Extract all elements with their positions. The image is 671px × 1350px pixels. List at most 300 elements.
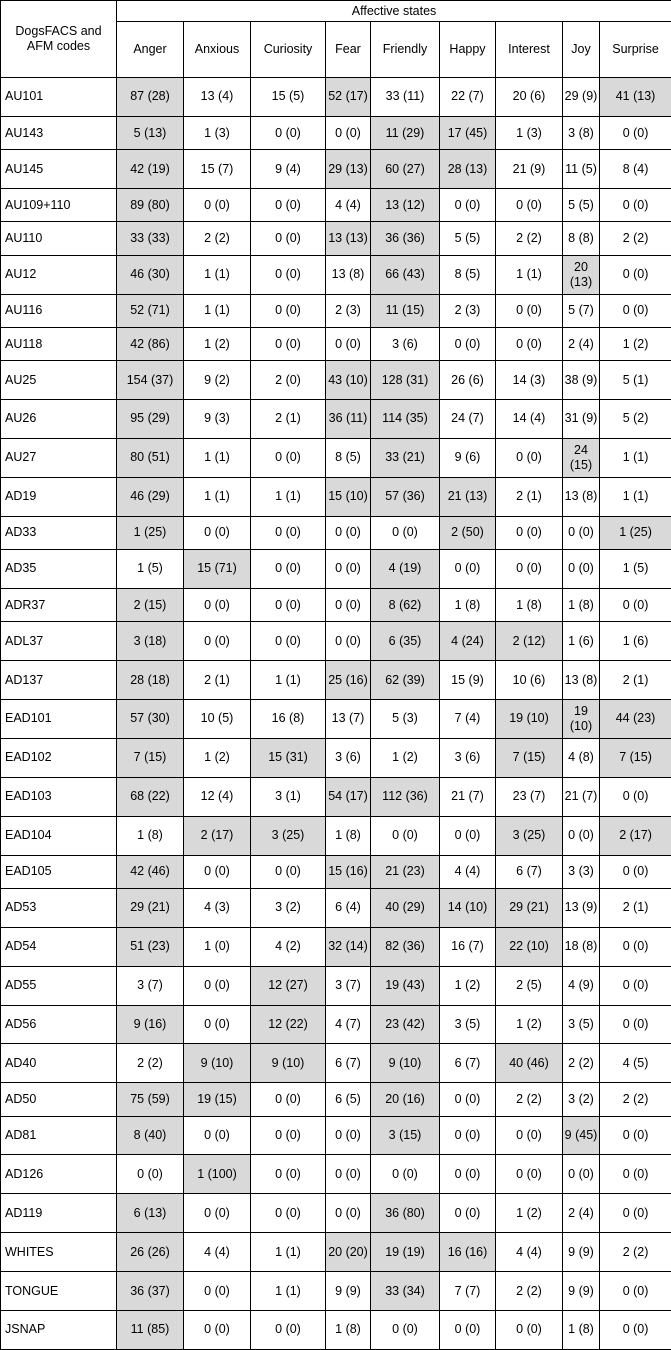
value-cell: 1 (8) (326, 1311, 371, 1350)
value-cell: 0 (0) (440, 1083, 496, 1116)
code-cell: AU116 (1, 294, 117, 327)
value-cell: 9 (16) (117, 1005, 184, 1044)
value-cell: 21 (7) (563, 777, 600, 816)
code-cell: AD33 (1, 516, 117, 549)
value-cell: 4 (5) (600, 1044, 671, 1083)
value-cell: 1 (2) (496, 1005, 563, 1044)
code-cell: AU27 (1, 438, 117, 477)
value-cell: 2 (3) (440, 294, 496, 327)
value-cell: 42 (46) (117, 855, 184, 888)
value-cell: 8 (62) (371, 588, 440, 621)
code-cell: AU12 (1, 255, 117, 294)
value-cell: 0 (0) (117, 1155, 184, 1194)
value-cell: 2 (50) (440, 516, 496, 549)
value-cell: 6 (13) (117, 1194, 184, 1233)
value-cell: 4 (2) (251, 927, 326, 966)
value-cell: 12 (27) (251, 966, 326, 1005)
table-row (1, 738, 671, 777)
value-cell: 15 (71) (184, 550, 251, 589)
code-cell: AU118 (1, 327, 117, 360)
state-header-interest: Interest (496, 22, 563, 78)
value-cell: 3 (3) (563, 855, 600, 888)
value-cell: 0 (0) (326, 516, 371, 549)
value-cell: 0 (0) (496, 327, 563, 360)
value-cell: 7 (4) (440, 699, 496, 738)
value-cell: 1 (1) (184, 255, 251, 294)
value-cell: 11 (15) (371, 294, 440, 327)
value-cell: 75 (59) (117, 1083, 184, 1116)
value-cell: 0 (0) (184, 588, 251, 621)
value-cell: 0 (0) (440, 816, 496, 855)
value-cell: 15 (5) (251, 78, 326, 117)
value-cell: 5 (3) (371, 699, 440, 738)
value-cell: 54 (17) (326, 777, 371, 816)
value-cell: 0 (0) (251, 327, 326, 360)
value-cell: 2 (2) (496, 222, 563, 255)
code-cell: ADL37 (1, 622, 117, 661)
value-cell: 0 (0) (251, 516, 326, 549)
value-cell: 5 (13) (117, 116, 184, 149)
value-cell: 2 (12) (496, 622, 563, 661)
value-cell: 1 (2) (184, 327, 251, 360)
value-cell: 15 (16) (326, 855, 371, 888)
value-cell: 1 (8) (117, 816, 184, 855)
value-cell: 2 (15) (117, 588, 184, 621)
value-cell: 1 (2) (600, 327, 671, 360)
value-cell: 9 (2) (184, 361, 251, 400)
value-cell: 0 (0) (496, 294, 563, 327)
value-cell: 4 (4) (326, 189, 371, 222)
table-row (1, 1233, 671, 1272)
value-cell: 26 (26) (117, 1233, 184, 1272)
value-cell: 60 (27) (371, 150, 440, 189)
code-cell: EAD101 (1, 699, 117, 738)
value-cell: 23 (7) (496, 777, 563, 816)
value-cell: 3 (25) (251, 816, 326, 855)
value-cell: 1 (6) (600, 622, 671, 661)
value-cell: 52 (71) (117, 294, 184, 327)
code-cell: ADR37 (1, 588, 117, 621)
value-cell: 13 (4) (184, 78, 251, 117)
value-cell: 4 (19) (371, 550, 440, 589)
value-cell: 1 (3) (184, 116, 251, 149)
value-cell: 0 (0) (600, 777, 671, 816)
value-cell: 13 (8) (563, 661, 600, 700)
value-cell: 36 (11) (326, 400, 371, 439)
value-cell: 29 (21) (496, 888, 563, 927)
value-cell: 29 (9) (563, 78, 600, 117)
value-cell: 0 (0) (496, 189, 563, 222)
value-cell: 3 (18) (117, 622, 184, 661)
value-cell: 3 (7) (326, 966, 371, 1005)
value-cell: 0 (0) (371, 1311, 440, 1350)
value-cell: 3 (7) (117, 966, 184, 1005)
value-cell: 5 (5) (440, 222, 496, 255)
value-cell: 0 (0) (496, 1116, 563, 1155)
value-cell: 0 (0) (251, 550, 326, 589)
value-cell: 0 (0) (371, 1155, 440, 1194)
value-cell: 33 (33) (117, 222, 184, 255)
value-cell: 42 (19) (117, 150, 184, 189)
value-cell: 0 (0) (440, 1116, 496, 1155)
value-cell: 28 (18) (117, 661, 184, 700)
value-cell: 13 (7) (326, 699, 371, 738)
value-cell: 3 (5) (563, 1005, 600, 1044)
value-cell: 1 (1) (251, 1233, 326, 1272)
value-cell: 19 (19) (371, 1233, 440, 1272)
code-cell: JSNAP (1, 1311, 117, 1350)
state-header-surprise: Surprise (600, 22, 671, 78)
value-cell: 3 (2) (251, 888, 326, 927)
table-row (1, 222, 671, 255)
value-cell: 36 (37) (117, 1272, 184, 1311)
value-cell: 9 (6) (440, 438, 496, 477)
value-cell: 25 (16) (326, 661, 371, 700)
value-cell: 0 (0) (184, 966, 251, 1005)
value-cell: 0 (0) (251, 588, 326, 621)
value-cell: 31 (9) (563, 400, 600, 439)
code-cell: AU25 (1, 361, 117, 400)
value-cell: 4 (4) (496, 1233, 563, 1272)
value-cell: 1 (1) (251, 477, 326, 516)
value-cell: 114 (35) (371, 400, 440, 439)
table-row (1, 927, 671, 966)
code-cell: AD35 (1, 550, 117, 589)
value-cell: 10 (6) (496, 661, 563, 700)
value-cell: 0 (0) (496, 438, 563, 477)
value-cell: 0 (0) (251, 438, 326, 477)
value-cell: 0 (0) (326, 622, 371, 661)
value-cell: 1 (1) (600, 438, 671, 477)
value-cell: 1 (1) (184, 294, 251, 327)
code-cell: AU101 (1, 78, 117, 117)
code-cell: AD55 (1, 966, 117, 1005)
value-cell: 17 (45) (440, 116, 496, 149)
value-cell: 2 (5) (496, 966, 563, 1005)
value-cell: 36 (80) (371, 1194, 440, 1233)
value-cell: 0 (0) (496, 1155, 563, 1194)
value-cell: 7 (15) (496, 738, 563, 777)
value-cell: 2 (1) (184, 661, 251, 700)
table-row (1, 1083, 671, 1116)
table-row (1, 1272, 671, 1311)
value-cell: 4 (3) (184, 888, 251, 927)
table-row (1, 1005, 671, 1044)
table-row (1, 588, 671, 621)
value-cell: 0 (0) (600, 1155, 671, 1194)
value-cell: 0 (0) (371, 816, 440, 855)
value-cell: 2 (17) (184, 816, 251, 855)
value-cell: 6 (4) (326, 888, 371, 927)
value-cell: 11 (5) (563, 150, 600, 189)
table-row (1, 438, 671, 477)
value-cell: 21 (13) (440, 477, 496, 516)
value-cell: 16 (8) (251, 699, 326, 738)
value-cell: 19 (15) (184, 1083, 251, 1116)
table-row (1, 1194, 671, 1233)
value-cell: 33 (21) (371, 438, 440, 477)
value-cell: 1 (8) (563, 588, 600, 621)
value-cell: 0 (0) (251, 116, 326, 149)
value-cell: 2 (0) (251, 361, 326, 400)
value-cell: 0 (0) (600, 855, 671, 888)
code-cell: AU109+110 (1, 189, 117, 222)
table-row (1, 1311, 671, 1350)
value-cell: 57 (36) (371, 477, 440, 516)
value-cell: 16 (16) (440, 1233, 496, 1272)
value-cell: 0 (0) (371, 516, 440, 549)
value-cell: 0 (0) (251, 622, 326, 661)
state-header-anger: Anger (117, 22, 184, 78)
value-cell: 24 (7) (440, 400, 496, 439)
value-cell: 15 (31) (251, 738, 326, 777)
value-cell: 1 (25) (117, 516, 184, 549)
value-cell: 0 (0) (326, 1194, 371, 1233)
value-cell: 42 (86) (117, 327, 184, 360)
value-cell: 0 (0) (563, 1155, 600, 1194)
value-cell: 38 (9) (563, 361, 600, 400)
value-cell: 20 (16) (371, 1083, 440, 1116)
value-cell: 40 (46) (496, 1044, 563, 1083)
value-cell: 0 (0) (600, 189, 671, 222)
value-cell: 2 (2) (117, 1044, 184, 1083)
value-cell: 154 (37) (117, 361, 184, 400)
table-row (1, 816, 671, 855)
value-cell: 0 (0) (326, 1155, 371, 1194)
value-cell: 0 (0) (600, 966, 671, 1005)
value-cell: 0 (0) (600, 1005, 671, 1044)
code-cell: EAD103 (1, 777, 117, 816)
table-header (1, 1, 671, 78)
value-cell: 2 (2) (600, 1233, 671, 1272)
value-cell: 1 (25) (600, 516, 671, 549)
value-cell: 0 (0) (563, 550, 600, 589)
value-cell: 128 (31) (371, 361, 440, 400)
value-cell: 40 (29) (371, 888, 440, 927)
value-cell: 3 (15) (371, 1116, 440, 1155)
code-cell: AU143 (1, 116, 117, 149)
value-cell: 0 (0) (251, 1083, 326, 1116)
value-cell: 2 (3) (326, 294, 371, 327)
value-cell: 1 (5) (600, 550, 671, 589)
value-cell: 3 (6) (371, 327, 440, 360)
value-cell: 5 (7) (563, 294, 600, 327)
value-cell: 2 (4) (563, 1194, 600, 1233)
value-cell: 1 (6) (563, 622, 600, 661)
value-cell: 0 (0) (440, 189, 496, 222)
value-cell: 22 (10) (496, 927, 563, 966)
value-cell: 2 (4) (563, 327, 600, 360)
value-cell: 3 (6) (326, 738, 371, 777)
code-cell: AD54 (1, 927, 117, 966)
value-cell: 1 (2) (184, 738, 251, 777)
value-cell: 11 (85) (117, 1311, 184, 1350)
table-row (1, 189, 671, 222)
value-cell: 9 (9) (326, 1272, 371, 1311)
value-cell: 0 (0) (563, 516, 600, 549)
value-cell: 0 (0) (600, 927, 671, 966)
value-cell: 7 (15) (117, 738, 184, 777)
state-header-happy: Happy (440, 22, 496, 78)
value-cell: 0 (0) (326, 588, 371, 621)
value-cell: 2 (2) (563, 1044, 600, 1083)
value-cell: 8 (40) (117, 1116, 184, 1155)
code-cell: AD119 (1, 1194, 117, 1233)
value-cell: 0 (0) (251, 189, 326, 222)
value-cell: 6 (7) (496, 855, 563, 888)
value-cell: 95 (29) (117, 400, 184, 439)
value-cell: 12 (22) (251, 1005, 326, 1044)
value-cell: 9 (10) (251, 1044, 326, 1083)
value-cell: 1 (2) (496, 1194, 563, 1233)
value-cell: 46 (30) (117, 255, 184, 294)
code-cell: AD50 (1, 1083, 117, 1116)
value-cell: 0 (0) (184, 1116, 251, 1155)
value-cell: 8 (8) (563, 222, 600, 255)
value-cell: 2 (2) (496, 1083, 563, 1116)
value-cell: 1 (8) (496, 588, 563, 621)
value-cell: 0 (0) (184, 622, 251, 661)
code-cell: EAD102 (1, 738, 117, 777)
state-header-fear: Fear (326, 22, 371, 78)
value-cell: 3 (5) (440, 1005, 496, 1044)
value-cell: 9 (9) (563, 1272, 600, 1311)
value-cell: 20 (20) (326, 1233, 371, 1272)
value-cell: 0 (0) (496, 1311, 563, 1350)
value-cell: 1 (5) (117, 550, 184, 589)
value-cell: 20 (6) (496, 78, 563, 117)
value-cell: 0 (0) (251, 1194, 326, 1233)
value-cell: 4 (9) (563, 966, 600, 1005)
code-cell: AU110 (1, 222, 117, 255)
value-cell: 52 (17) (326, 78, 371, 117)
value-cell: 0 (0) (440, 1155, 496, 1194)
value-cell: 7 (15) (600, 738, 671, 777)
table-row (1, 150, 671, 189)
value-cell: 12 (4) (184, 777, 251, 816)
value-cell: 0 (0) (600, 255, 671, 294)
value-cell: 68 (22) (117, 777, 184, 816)
table-row (1, 361, 671, 400)
value-cell: 20 (13) (563, 255, 600, 294)
value-cell: 8 (5) (440, 255, 496, 294)
value-cell: 13 (12) (371, 189, 440, 222)
value-cell: 13 (8) (563, 477, 600, 516)
state-header-curiosity: Curiosity (251, 22, 326, 78)
value-cell: 44 (23) (600, 699, 671, 738)
value-cell: 1 (1) (251, 1272, 326, 1311)
value-cell: 9 (3) (184, 400, 251, 439)
value-cell: 1 (1) (496, 255, 563, 294)
table-row (1, 550, 671, 589)
value-cell: 2 (2) (600, 1083, 671, 1116)
value-cell: 1 (8) (563, 1311, 600, 1350)
code-cell: AD56 (1, 1005, 117, 1044)
value-cell: 0 (0) (600, 1311, 671, 1350)
value-cell: 2 (1) (600, 661, 671, 700)
value-cell: 0 (0) (440, 550, 496, 589)
value-cell: 0 (0) (251, 1155, 326, 1194)
table-row (1, 622, 671, 661)
value-cell: 87 (28) (117, 78, 184, 117)
value-cell: 21 (7) (440, 777, 496, 816)
value-cell: 15 (9) (440, 661, 496, 700)
code-cell: TONGUE (1, 1272, 117, 1311)
value-cell: 14 (10) (440, 888, 496, 927)
value-cell: 26 (6) (440, 361, 496, 400)
code-cell: AD53 (1, 888, 117, 927)
value-cell: 29 (13) (326, 150, 371, 189)
value-cell: 36 (36) (371, 222, 440, 255)
value-cell: 6 (35) (371, 622, 440, 661)
value-cell: 1 (3) (496, 116, 563, 149)
table-row (1, 1155, 671, 1194)
value-cell: 19 (10) (563, 699, 600, 738)
value-cell: 0 (0) (251, 255, 326, 294)
value-cell: 0 (0) (326, 550, 371, 589)
value-cell: 1 (2) (440, 966, 496, 1005)
table-row (1, 400, 671, 439)
value-cell: 46 (29) (117, 477, 184, 516)
value-cell: 21 (9) (496, 150, 563, 189)
table-row (1, 516, 671, 549)
value-cell: 0 (0) (184, 189, 251, 222)
value-cell: 21 (23) (371, 855, 440, 888)
code-cell: AD19 (1, 477, 117, 516)
value-cell: 0 (0) (184, 1194, 251, 1233)
table-row (1, 855, 671, 888)
code-cell: AD40 (1, 1044, 117, 1083)
table-row (1, 777, 671, 816)
value-cell: 0 (0) (251, 855, 326, 888)
value-cell: 3 (1) (251, 777, 326, 816)
value-cell: 6 (7) (326, 1044, 371, 1083)
value-cell: 0 (0) (563, 816, 600, 855)
value-cell: 2 (17) (600, 816, 671, 855)
value-cell: 51 (23) (117, 927, 184, 966)
code-cell: WHITES (1, 1233, 117, 1272)
value-cell: 2 (1) (496, 477, 563, 516)
value-cell: 29 (21) (117, 888, 184, 927)
value-cell: 9 (9) (563, 1233, 600, 1272)
value-cell: 32 (14) (326, 927, 371, 966)
table-row (1, 1116, 671, 1155)
state-header-friendly: Friendly (371, 22, 440, 78)
value-cell: 41 (13) (600, 78, 671, 117)
value-cell: 16 (7) (440, 927, 496, 966)
value-cell: 0 (0) (251, 1116, 326, 1155)
value-cell: 57 (30) (117, 699, 184, 738)
value-cell: 13 (13) (326, 222, 371, 255)
value-cell: 0 (0) (496, 516, 563, 549)
value-cell: 5 (1) (600, 361, 671, 400)
value-cell: 0 (0) (184, 1272, 251, 1311)
table-row (1, 888, 671, 927)
value-cell: 4 (4) (184, 1233, 251, 1272)
value-cell: 4 (24) (440, 622, 496, 661)
code-cell: AU26 (1, 400, 117, 439)
value-cell: 0 (0) (600, 1194, 671, 1233)
value-cell: 89 (80) (117, 189, 184, 222)
value-cell: 0 (0) (440, 1311, 496, 1350)
value-cell: 62 (39) (371, 661, 440, 700)
value-cell: 0 (0) (440, 1194, 496, 1233)
table-row (1, 116, 671, 149)
table-row (1, 255, 671, 294)
value-cell: 0 (0) (600, 588, 671, 621)
table-row (1, 661, 671, 700)
value-cell: 3 (6) (440, 738, 496, 777)
